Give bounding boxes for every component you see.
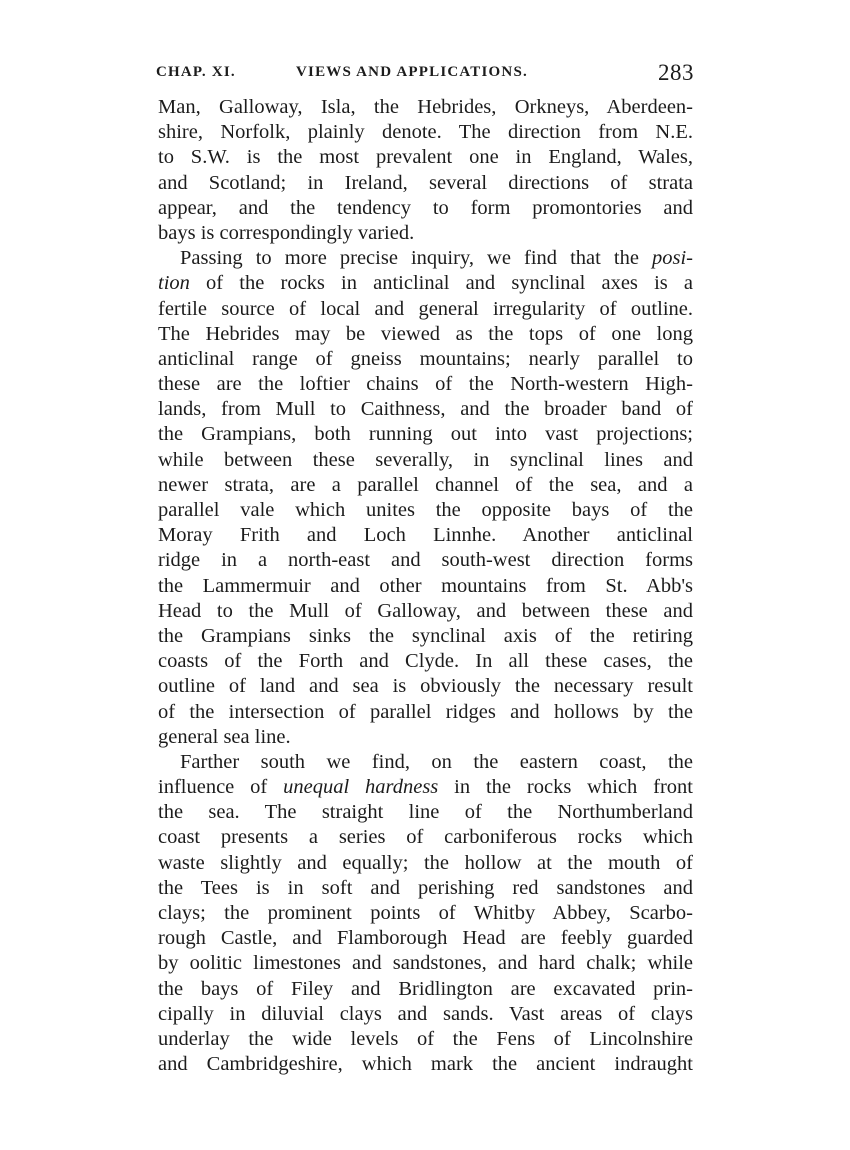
text-line: the Grampians sinks the synclinal axis of the retiring: [158, 624, 693, 647]
text-line: Passing to more precise inquiry, we find that the posi-: [180, 247, 693, 270]
text-line: waste slightly and equally; the hollow at the mouth of: [158, 851, 693, 874]
text-line: parallel vale which unites the opposite bays of the: [158, 499, 693, 521]
text-line: The Hebrides may be viewed as the tops of one long: [158, 322, 693, 345]
text-line: and Cambridgeshire, which mark the ancient indraught: [158, 1053, 693, 1076]
text-line: ridge in a north-east and south-west direction forms: [158, 549, 693, 572]
text-line: Head to the Mull of Galloway, and between these and: [158, 599, 693, 622]
text-line: newer strata, are a parallel channel of the sea, and a: [158, 473, 693, 496]
text-line: the Lammermuir and other mountains from St. Abb's: [158, 574, 693, 597]
text-line: by oolitic limestones and sandstones, and hard chalk; while: [158, 952, 693, 975]
text-line: lands, from Mull to Caithness, and the broader band of: [158, 398, 693, 421]
text-line: of the intersection of parallel ridges and hollows by the: [158, 700, 693, 723]
text-line: Farther south we find, on the eastern coast, the: [180, 750, 693, 773]
text-line: Man, Galloway, Isla, the Hebrides, Orkneys, Aberdeen-: [158, 96, 693, 118]
text-line: to S.W. is the most prevalent one in England, Wales,: [158, 146, 693, 169]
text-line: clays; the prominent points of Whitby Abbey, Scarbo-: [158, 902, 693, 924]
chapter-label: CHAP. XI.: [156, 64, 236, 80]
text-line: influence of unequal hardness in the rocks which front: [158, 776, 694, 799]
text-line: tion of the rocks in anticlinal and synclinal axes is a: [158, 272, 693, 295]
text-line: general sea line.: [158, 725, 291, 748]
text-line: these are the loftier chains of the North-western High-: [158, 373, 693, 396]
text-line: coast presents a series of carboniferous rocks which: [158, 826, 693, 849]
text-line: cipally in diluvial clays and sands. Vast areas of clays: [158, 1002, 693, 1025]
text-line: coasts of the Forth and Clyde. In all these cases, the: [158, 650, 693, 673]
text-line: outline of land and sea is obviously the necessary result: [158, 675, 693, 698]
text-line: bays is correspondingly varied.: [158, 221, 415, 244]
text-line: underlay the wide levels of the Fens of Lincolnshire: [158, 1027, 693, 1050]
text-line: appear, and the tendency to form promontories and: [158, 196, 693, 219]
text-line: anticlinal range of gneiss mountains; nearly parallel to: [158, 347, 693, 370]
text-line: the Tees is in soft and perishing red sandstones and: [158, 876, 693, 899]
body-text: [158, 95, 693, 1077]
running-title: VIEWS AND APPLICATIONS.: [296, 64, 528, 80]
running-head: [156, 60, 694, 88]
text-line: fertile source of local and general irregularity of outline.: [158, 297, 693, 320]
text-line: the Grampians, both running out into vast projections;: [158, 423, 693, 446]
text-line: the sea. The straight line of the Northumberland: [158, 801, 693, 824]
text-line: the bays of Filey and Bridlington are excavated prin-: [158, 977, 693, 1000]
text-line: and Scotland; in Ireland, several directions of strata: [158, 171, 693, 194]
text-line: rough Castle, and Flamborough Head are feebly guarded: [158, 927, 693, 950]
text-line: shire, Norfolk, plainly denote. The direction from N.E.: [158, 121, 693, 144]
page-number: 283: [658, 60, 694, 85]
text-line: while between these severally, in synclinal lines and: [158, 448, 693, 471]
text-line: Moray Frith and Loch Linnhe. Another anticlinal: [158, 524, 693, 547]
